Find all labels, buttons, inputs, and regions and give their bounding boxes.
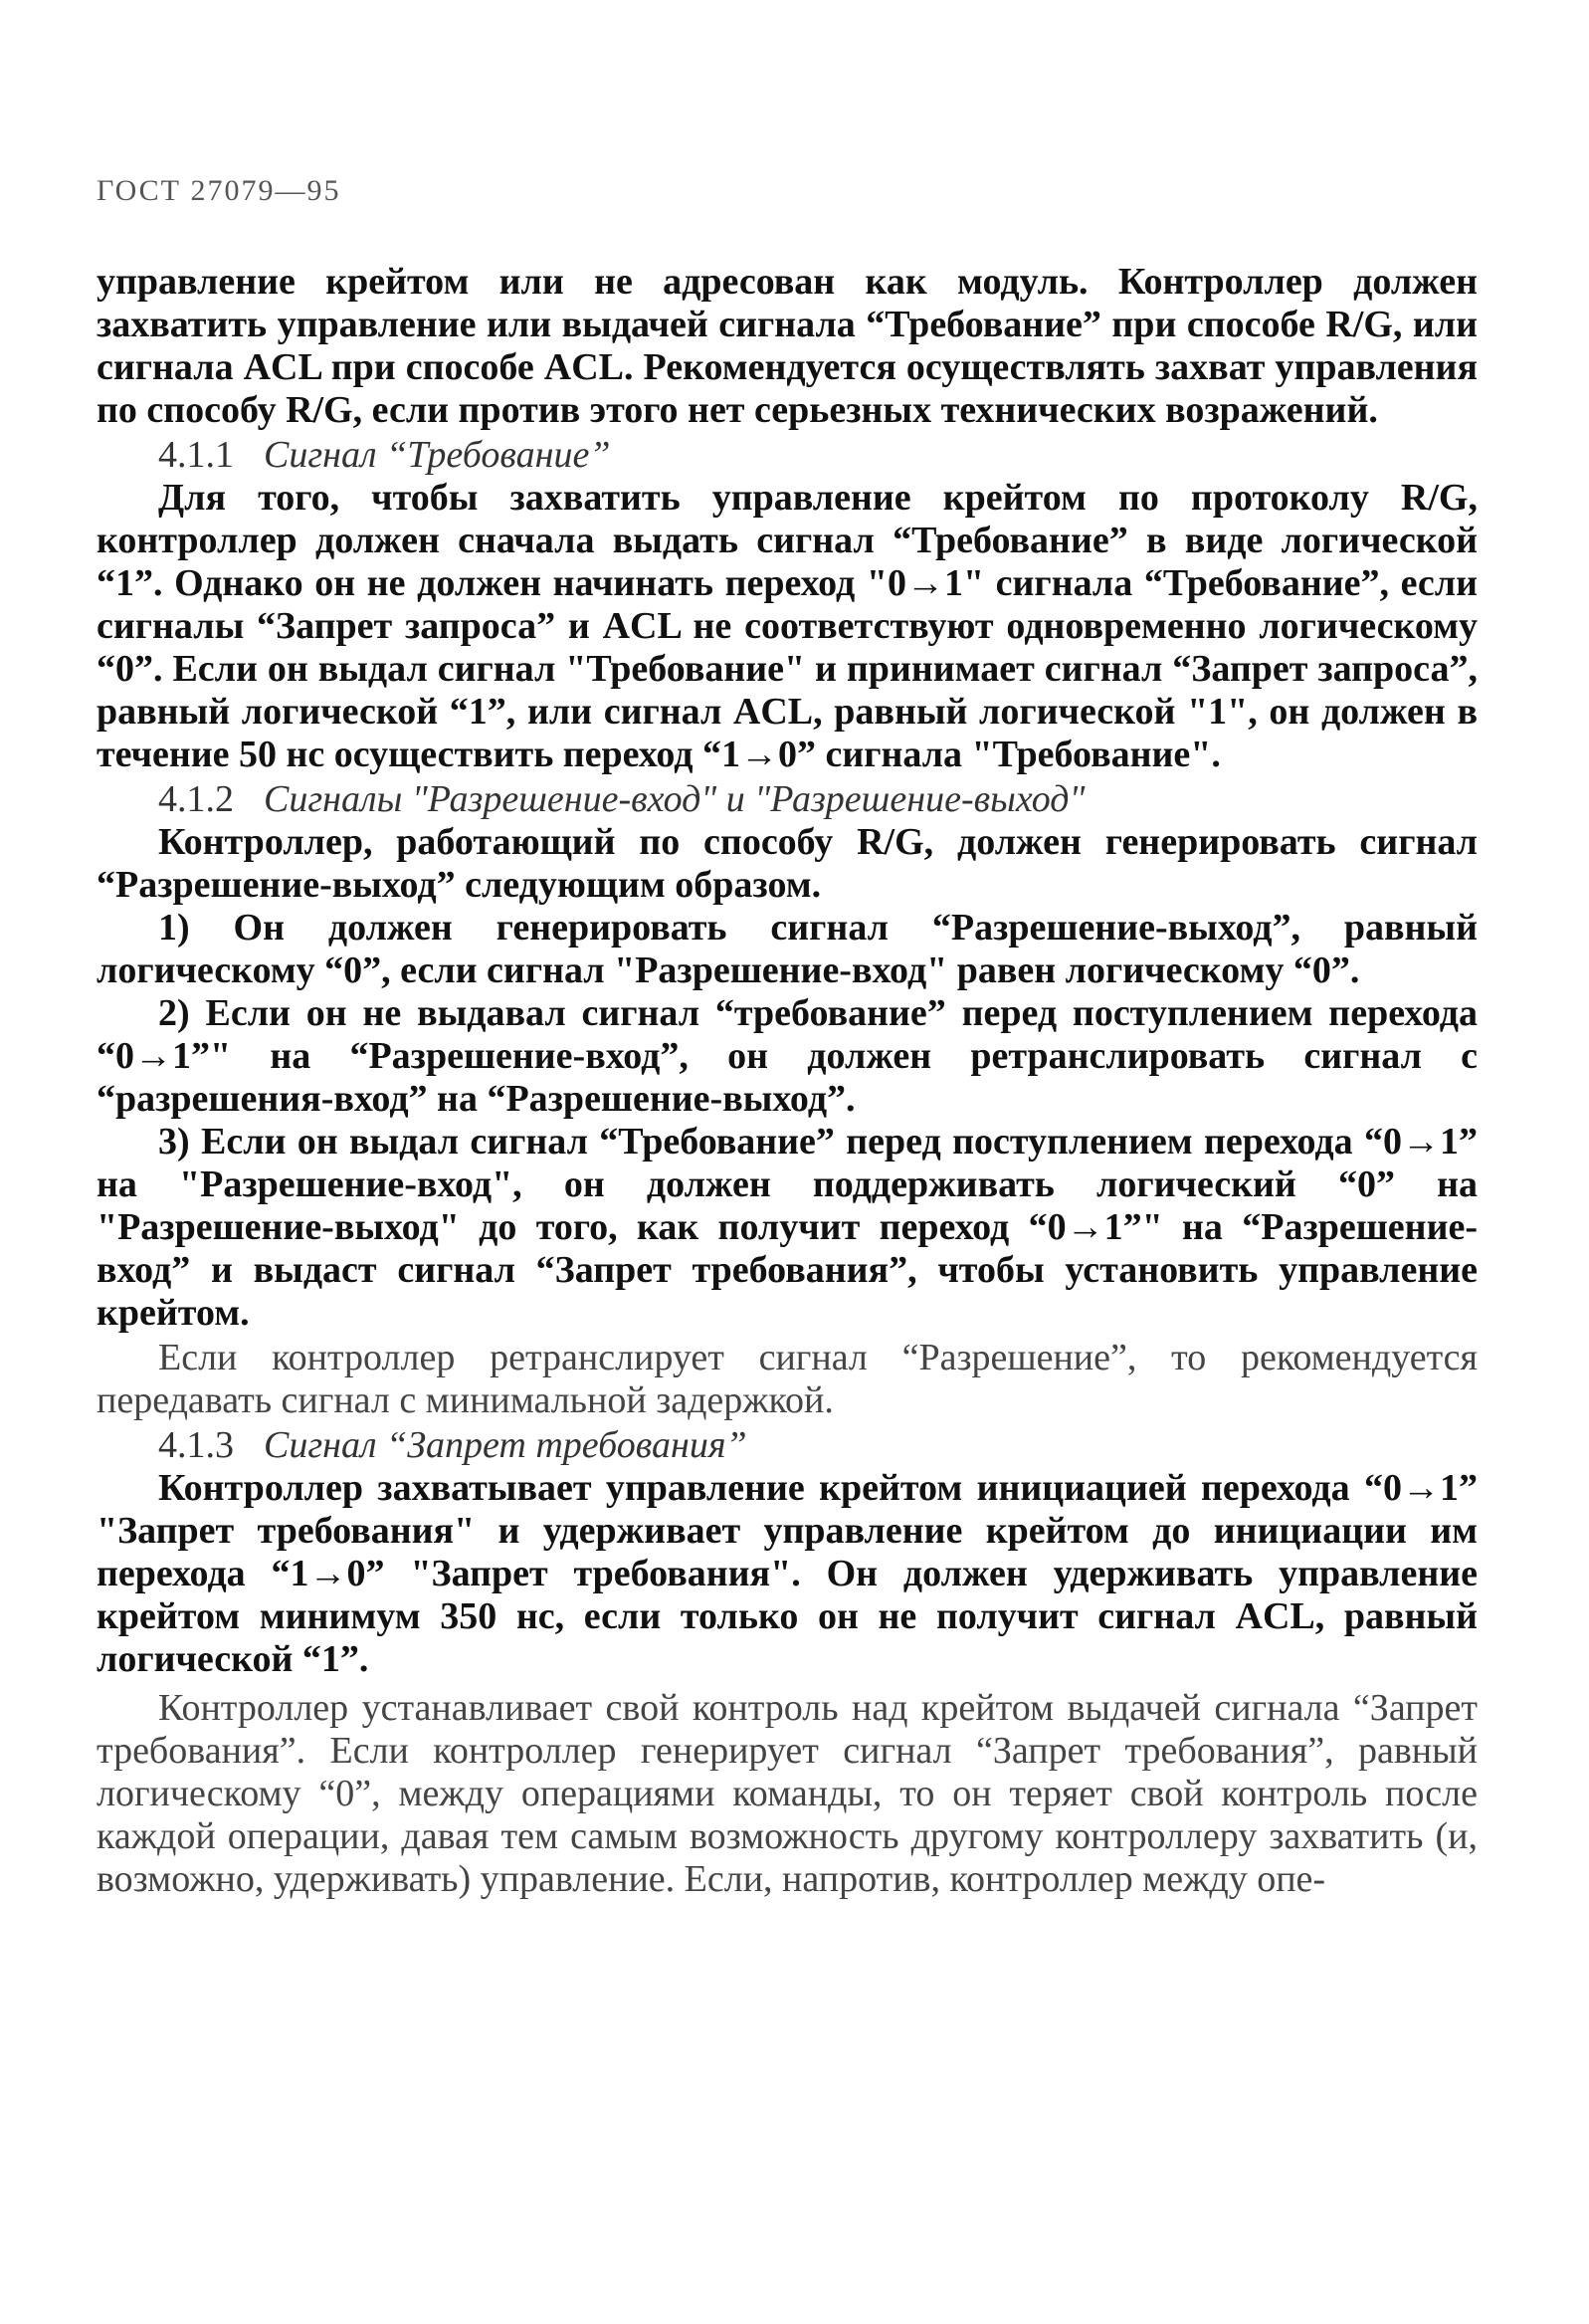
section-title: Сигналы "Разрешение-вход" и "Разрешение-выход" [264,778,1086,820]
section-number: 4.1.3 [158,1424,234,1466]
section-heading-4-1-1 [97,434,1478,477]
paragraph-permission-output: Контроллер, работающий по способу R/G, должен генерировать сигнал “Разрешение-выход” следующим образом. [97,821,1478,906]
section-heading-4-1-3 [97,1424,1478,1467]
section-number: 4.1.2 [158,778,234,820]
section-title: Сигнал “Требование” [264,434,611,476]
paragraph-recommendation: Если контроллер ретранслирует сигнал “Разрешение”, то рекомендуется передавать сигнал с минимальной задержкой. [97,1337,1478,1421]
paragraph-request-signal: Для того, чтобы захватить управление крейтом по протоколу R/G, контроллер должен сначала выдать сигнал “Требование” в виде логической “1”. Однако он не должен начинать переход "0→1" сигнала “Требование”, если сигналы “Запрет запроса” и ACL не соответствуют одновременно логическому “0”. Если он выдал сигнал "Требование" и принимает сигнал “Запрет запроса”, равный логической “1”, или сигнал ACL, равный логической "1", он должен в течение 50 нс осуществить переход “1→0” сигнала "Требование". [97,477,1478,775]
section-number: 4.1.1 [158,434,234,476]
paragraph-intro: управление крейтом или не адресован как модуль. Контроллер должен захватить управление или выдачей сигнала “Требование” при способе R/G, или сигнала ACL при способе ACL. Рекомендуется осуществлять захват управления по способу R/G, если против этого нет серьезных технических возражений. [97,261,1478,431]
section-title: Сигнал “Запрет требования” [264,1424,747,1466]
paragraph-request-inhibit: Контроллер захватывает управление крейтом инициацией перехода “0→1” "Запрет требования" и удерживает управление крейтом до инициации им перехода “1→0” "Запрет требования". Он должен удерживать управление крейтом минимум 350 нс, если только он не получит сигнал ACL, равный логической “1”. [97,1467,1478,1680]
page-body [97,261,1478,1901]
page-header: ГОСТ 27079—95 [97,174,341,207]
list-item-3: 3) Если он выдал сигнал “Требование” перед поступлением перехода “0→1” на "Разрешение-вход", он должен поддерживать логический “0” на "Разрешение-выход" до того, как получит переход “0→1”" на “Разрешение-вход” и выдаст сигнал “Запрет требования”, чтобы установить управление крейтом. [97,1121,1478,1334]
paragraph-control: Контроллер устанавливает свой контроль над крейтом выдачей сигнала “Запрет требования”. Если контроллер генерирует сигнал “Запрет требования”, равный логическому “0”, между операциями команды, то он теряет свой контроль после каждой операции, давая тем самым возможность другому контроллеру захватить (и, возможно, удерживать) управление. Если, напротив, контроллер между опе- [97,1687,1478,1900]
list-item-1: 1) Он должен генерировать сигнал “Разрешение-выход”, равный логическому “0”, если сигнал "Разрешение-вход" равен логическому “0”. [97,907,1478,991]
section-heading-4-1-2 [97,778,1478,821]
list-item-2: 2) Если он не выдавал сигнал “требование” перед поступлением перехода “0→1”" на “Разрешение-вход”, он должен ретранслировать сигнал с “разрешения-вход” на “Разрешение-выход”. [97,992,1478,1120]
